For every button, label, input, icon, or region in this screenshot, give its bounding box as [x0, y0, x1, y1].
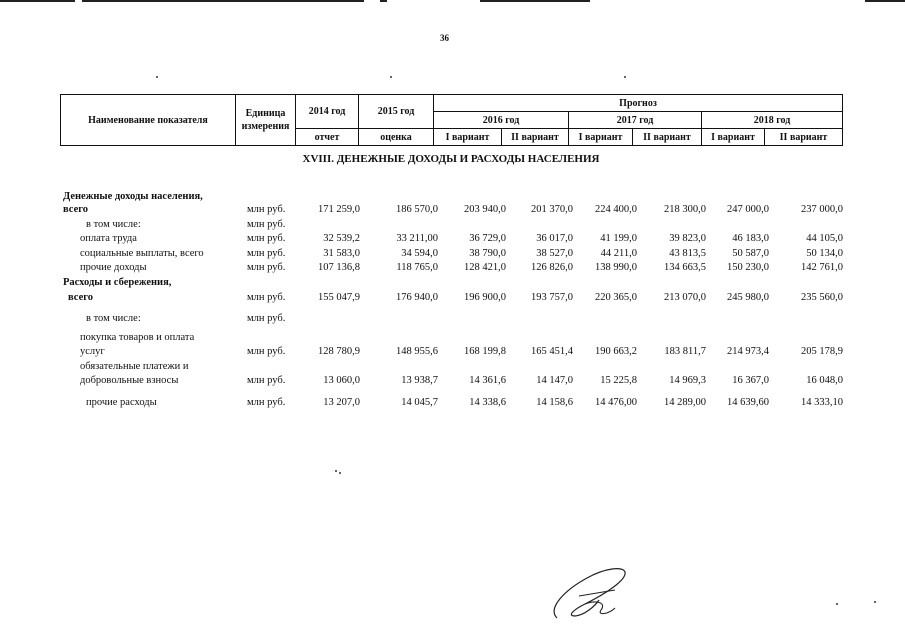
section-title: XVIII. ДЕНЕЖНЫЕ ДОХОДЫ И РАСХОДЫ НАСЕЛЕНИЯ [302, 153, 600, 165]
value-2016-v1: 196 900,0 [464, 292, 506, 303]
row-unit: млн руб. [247, 313, 286, 324]
table-row [60, 277, 845, 291]
value-2018-v2: 50 134,0 [806, 248, 843, 259]
header-variant-1: I вариант [702, 129, 765, 146]
table-row [60, 233, 845, 247]
value-2016-v1: 168 199,8 [464, 346, 506, 357]
value-2017-v1: 15 225,8 [600, 375, 637, 386]
header-report: отчет [296, 129, 359, 146]
page-number: 36 [440, 33, 449, 43]
scan-artifact-line [0, 0, 75, 2]
scan-speck [156, 76, 158, 78]
row-unit: млн руб. [247, 233, 286, 244]
value-2015: 186 570,0 [396, 204, 438, 215]
value-2014: 13 060,0 [323, 375, 360, 386]
header-variant-2: II вариант [502, 129, 569, 146]
row-label: Денежные доходы населения, [63, 191, 203, 202]
row-unit: млн руб. [247, 204, 286, 215]
table-header [60, 94, 843, 146]
header-variant-1: I вариант [434, 129, 502, 146]
value-2016-v1: 14 361,6 [469, 375, 506, 386]
value-2018-v2: 235 560,0 [801, 292, 843, 303]
value-2015: 33 211,00 [396, 233, 438, 244]
row-label: Расходы и сбережения, [63, 277, 172, 288]
value-2014: 31 583,0 [323, 248, 360, 259]
value-2014: 155 047,9 [318, 292, 360, 303]
scan-speck [874, 601, 876, 603]
row-label: всего [68, 292, 94, 303]
header-variant-2: II вариант [765, 129, 843, 146]
value-2018-v1: 16 367,0 [732, 375, 769, 386]
row-unit: млн руб. [247, 397, 286, 408]
value-2015: 148 955,6 [396, 346, 438, 357]
row-label: прочие доходы [80, 262, 147, 273]
header-unit-column: Единица измерения [236, 95, 296, 146]
value-2014: 171 259,0 [318, 204, 360, 215]
header-year-2018: 2018 год [702, 112, 843, 129]
row-unit: млн руб. [247, 292, 286, 303]
header-forecast: Прогноз [434, 95, 843, 112]
value-2018-v1: 50 587,0 [732, 248, 769, 259]
table-row [60, 191, 845, 205]
header-variant-1: I вариант [569, 129, 633, 146]
value-2017-v2: 213 070,0 [664, 292, 706, 303]
value-2017-v1: 220 365,0 [595, 292, 637, 303]
header-year-2017: 2017 год [569, 112, 702, 129]
value-2015: 13 938,7 [401, 375, 438, 386]
table-row [60, 204, 845, 218]
value-2017-v2: 134 663,5 [664, 262, 706, 273]
value-2015: 34 594,0 [401, 248, 438, 259]
scan-speck [335, 470, 337, 472]
value-2017-v2: 43 813,5 [669, 248, 706, 259]
value-2017-v2: 218 300,0 [664, 204, 706, 215]
table-row [60, 219, 845, 233]
scan-artifact-line [865, 0, 905, 2]
value-2018-v1: 14 639,60 [727, 397, 769, 408]
value-2018-v2: 14 333,10 [801, 397, 843, 408]
value-2018-v2: 44 105,0 [806, 233, 843, 244]
value-2015: 118 765,0 [396, 262, 438, 273]
value-2014: 13 207,0 [323, 397, 360, 408]
value-2016-v2: 126 826,0 [531, 262, 573, 273]
row-label: услуг [80, 346, 105, 357]
row-unit: млн руб. [247, 262, 286, 273]
value-2018-v2: 16 048,0 [806, 375, 843, 386]
value-2018-v1: 214 973,4 [727, 346, 769, 357]
table-row [60, 332, 845, 346]
value-2017-v2: 39 823,0 [669, 233, 706, 244]
row-unit: млн руб. [247, 375, 286, 386]
value-2015: 14 045,7 [401, 397, 438, 408]
value-2016-v1: 128 421,0 [464, 262, 506, 273]
value-2018-v1: 245 980,0 [727, 292, 769, 303]
value-2018-v1: 247 000,0 [727, 204, 769, 215]
row-label: добровольные взносы [80, 375, 179, 386]
header-estimate: оценка [359, 129, 434, 146]
table-row [60, 313, 845, 327]
table-row [60, 346, 845, 360]
value-2016-v2: 14 158,6 [536, 397, 573, 408]
table-row [60, 292, 845, 306]
row-label: всего [63, 204, 89, 215]
value-2016-v1: 36 729,0 [469, 233, 506, 244]
value-2018-v2: 237 000,0 [801, 204, 843, 215]
value-2016-v2: 38 527,0 [536, 248, 573, 259]
value-2014: 32 539,2 [323, 233, 360, 244]
table-row [60, 397, 845, 411]
row-unit: млн руб. [247, 248, 286, 259]
header-year-2016: 2016 год [434, 112, 569, 129]
value-2018-v1: 150 230,0 [727, 262, 769, 273]
scan-artifact-line [380, 0, 387, 2]
handwritten-signature [545, 560, 635, 630]
row-unit: млн руб. [247, 346, 286, 357]
scan-speck [836, 603, 838, 605]
table-row [60, 375, 845, 389]
table-row [60, 262, 845, 276]
value-2018-v1: 46 183,0 [732, 233, 769, 244]
row-label: обязательные платежи и [80, 361, 189, 372]
row-label: в том числе: [86, 313, 141, 324]
value-2017-v2: 183 811,7 [664, 346, 706, 357]
scan-speck [390, 76, 392, 78]
value-2018-v2: 205 178,9 [801, 346, 843, 357]
table-row [60, 248, 845, 262]
value-2016-v2: 165 451,4 [531, 346, 573, 357]
row-label: в том числе: [86, 219, 141, 230]
row-label: прочие расходы [86, 397, 157, 408]
row-label: оплата труда [80, 233, 137, 244]
value-2017-v1: 190 663,2 [595, 346, 637, 357]
header-year-2014: 2014 год [296, 95, 359, 129]
row-unit: млн руб. [247, 219, 286, 230]
value-2016-v1: 38 790,0 [469, 248, 506, 259]
value-2016-v1: 14 338,6 [469, 397, 506, 408]
value-2014: 107 136,8 [318, 262, 360, 273]
scan-speck [624, 76, 626, 78]
scan-artifact-line [82, 0, 364, 2]
value-2017-v1: 14 476,00 [595, 397, 637, 408]
scan-speck [339, 472, 341, 474]
value-2017-v1: 41 199,0 [600, 233, 637, 244]
value-2017-v1: 224 400,0 [595, 204, 637, 215]
scan-artifact-line [480, 0, 590, 2]
row-label: социальные выплаты, всего [80, 248, 204, 259]
header-variant-2: II вариант [633, 129, 702, 146]
row-label: покупка товаров и оплата [80, 332, 195, 343]
value-2015: 176 940,0 [396, 292, 438, 303]
value-2016-v2: 36 017,0 [536, 233, 573, 244]
value-2018-v2: 142 761,0 [801, 262, 843, 273]
value-2017-v2: 14 969,3 [669, 375, 706, 386]
value-2016-v2: 201 370,0 [531, 204, 573, 215]
value-2016-v1: 203 940,0 [464, 204, 506, 215]
value-2016-v2: 193 757,0 [531, 292, 573, 303]
value-2014: 128 780,9 [318, 346, 360, 357]
header-year-2015: 2015 год [359, 95, 434, 129]
value-2017-v1: 138 990,0 [595, 262, 637, 273]
value-2016-v2: 14 147,0 [536, 375, 573, 386]
header-name-column: Наименование показателя [61, 95, 236, 146]
value-2017-v2: 14 289,00 [664, 397, 706, 408]
table-row [60, 361, 845, 375]
value-2017-v1: 44 211,0 [600, 248, 637, 259]
